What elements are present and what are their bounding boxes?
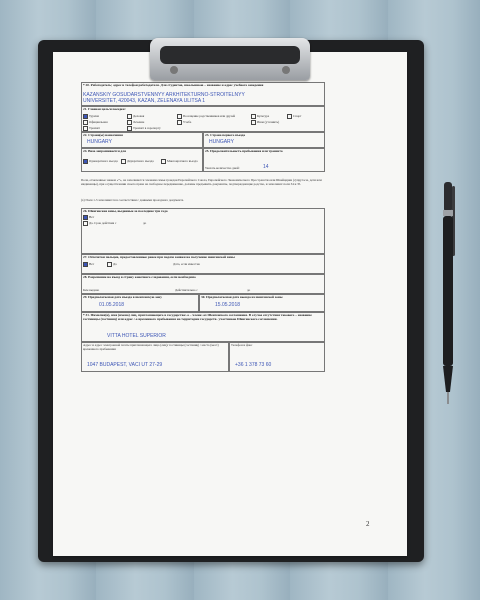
page-number: 2 <box>366 520 370 528</box>
address-value: 1047 BUDAPEST, VACI UT 27-29 <box>87 362 163 368</box>
purpose-label: Спорт <box>293 114 302 119</box>
phone-label: Телефон и факс <box>231 343 253 347</box>
checkbox <box>121 159 126 164</box>
purpose-study <box>177 120 191 125</box>
purpose-sport <box>287 114 301 119</box>
entry-label: Многократного въезда <box>167 159 198 164</box>
checkbox <box>83 120 88 125</box>
field-27-date: Дата, если известна <box>173 262 200 266</box>
purpose-label: Учеба <box>183 120 192 125</box>
checkbox <box>287 114 292 119</box>
checkbox <box>127 114 132 119</box>
purpose-tourism <box>83 114 99 119</box>
ballpoint-pen <box>438 182 458 412</box>
clip-rivet <box>170 66 178 74</box>
option-label: Да <box>113 262 117 267</box>
purpose-medical <box>127 120 144 125</box>
field-28-issued-by: Кем выдано <box>83 288 100 292</box>
entry-label: Однократного въезда <box>89 159 118 164</box>
purpose-label: Транзит в аэропорту <box>133 126 161 131</box>
entry-label: Двукратного въезда <box>127 159 154 164</box>
field-20-label: * 20. Работодатель; адрес и телефон работодателя. Для студентов, школьников – название и адрес учебного заведения <box>83 83 264 87</box>
field-25-days-value: 14 <box>263 164 269 170</box>
field-23-value: HUNGARY <box>209 139 234 145</box>
field-28-label: 28. Разрешение на въезд в страну конечного следования, если необходимо <box>83 275 196 279</box>
entry-multiple <box>161 159 198 164</box>
checkbox-checked <box>83 262 88 267</box>
checkbox <box>251 114 256 119</box>
field-27-yes <box>107 262 117 267</box>
field-28-valid-from: Действительно с <box>175 288 198 292</box>
clip-rivet <box>282 66 290 74</box>
field-31-label: * 31. Фамилия(и), имя (имена) лиц, приглашающего в государства/-а – члена/-ах Шенгенского соглашения. В случае отсутствия такового – название гостиницы (гостиниц) или адрес /-а временного пребывания на территории государств- участников Шенгенского соглашения. <box>83 313 312 322</box>
field-24-label: 24. Виза запрашивается для <box>83 149 126 153</box>
field-25-days-label: Указать количество дней: <box>205 166 240 170</box>
purpose-airport-transit <box>127 126 161 131</box>
purpose-visit <box>177 114 235 119</box>
field-29-label: 29. Предполагаемая дата въезда в шенгенскую зону <box>83 295 162 299</box>
field-20-value-2: UNIVERSITET, 420043, KAZAN, ZELENAYA ULITSA 1 <box>83 98 206 104</box>
checkbox <box>127 126 132 131</box>
option-label: Да. Срок действия с <box>89 221 117 226</box>
purpose-label: Транзит <box>89 126 100 131</box>
field-30-value: 15.05.2018 <box>215 302 241 308</box>
checkbox-checked <box>83 215 88 220</box>
checkbox <box>177 120 182 125</box>
checkbox <box>127 120 132 125</box>
field-22-label: 22. Страна(ы) назначения <box>83 133 123 137</box>
field-28-valid-to: до <box>247 288 251 292</box>
entry-single <box>83 159 118 164</box>
option-label: Нет <box>89 262 95 267</box>
field-23-label: 23. Страна первого въезда <box>205 133 246 137</box>
checkbox <box>83 221 88 226</box>
purpose-official <box>83 120 108 125</box>
purpose-label: Лечение <box>133 120 145 125</box>
purpose-label: Культура <box>257 114 270 119</box>
checkbox-checked <box>83 159 88 164</box>
field-26-box <box>81 208 325 254</box>
field-20-value-1: KAZANSKIY GOSUDARSTVENNYY ARKHITEKTURNO-STROITELNYY <box>83 92 245 98</box>
field-26-yes <box>83 221 116 226</box>
field-31-value: VITTA HOTEL SUPERIOR <box>107 333 166 339</box>
field-25-label: 25. Продолжительность пребывания или транзита <box>205 149 283 153</box>
clip-opening <box>160 46 300 64</box>
note-text-2: (x) Поля 1-3 заполняются в соответствии с данными проездного документа. <box>81 198 184 202</box>
visa-application-page <box>53 52 407 556</box>
checkbox-checked <box>83 114 88 119</box>
checkbox <box>161 159 166 164</box>
checkbox <box>251 120 256 125</box>
field-27-label: 27. Отпечатки пальцев, предоставленные ранее при подаче заявки на получение шенгенской визы <box>83 255 235 259</box>
field-26-to: до <box>143 221 147 225</box>
checkbox <box>107 262 112 267</box>
purpose-culture <box>251 114 269 119</box>
entry-double <box>121 159 154 164</box>
option-label: Нет <box>89 215 95 220</box>
purpose-label: Посещение родственников или друзей <box>183 114 236 119</box>
field-30-label: 30. Предполагаемая дата выезда из шенгенской зоны <box>201 295 283 299</box>
purpose-label: Официальная <box>89 120 108 125</box>
field-29-value: 01.05.2018 <box>99 302 125 308</box>
field-21-label: 21. Главная цель/и поездки: <box>83 107 126 111</box>
checkbox <box>83 126 88 131</box>
note-text: Поля, отмеченные знаком «*», не заполняются членами семьи граждан Европейского Союза, Европейского Экономического Пространства или Швейцарии (супруга/-и, дети или иждивенцы), при осуществлении своего права на свободное передвижение, должны предъявить документы, подтверждающие родство, и заполняют поля 34 и 35. <box>81 178 322 186</box>
field-22-value: HUNGARY <box>87 139 112 145</box>
phone-value: +36 1 378 73 60 <box>235 362 272 368</box>
clipboard-clip <box>150 38 310 80</box>
field-26-label: 26. Шенгенские визы, выданные за последние три года <box>83 209 168 213</box>
purpose-other <box>251 120 279 125</box>
purpose-transit <box>83 126 100 131</box>
purpose-label: Деловая <box>133 114 145 119</box>
purpose-business <box>127 114 144 119</box>
address-label: Адрес и адрес электронной почты приглашающего лица (лиц)/ гостиницы (гостиниц) / места (мест) временного пребывания <box>83 343 219 351</box>
field-26-no <box>83 215 94 220</box>
purpose-label: Иная (уточнить) <box>257 120 280 125</box>
purpose-label: Туризм <box>89 114 99 119</box>
field-27-no <box>83 262 94 267</box>
checkbox <box>177 114 182 119</box>
